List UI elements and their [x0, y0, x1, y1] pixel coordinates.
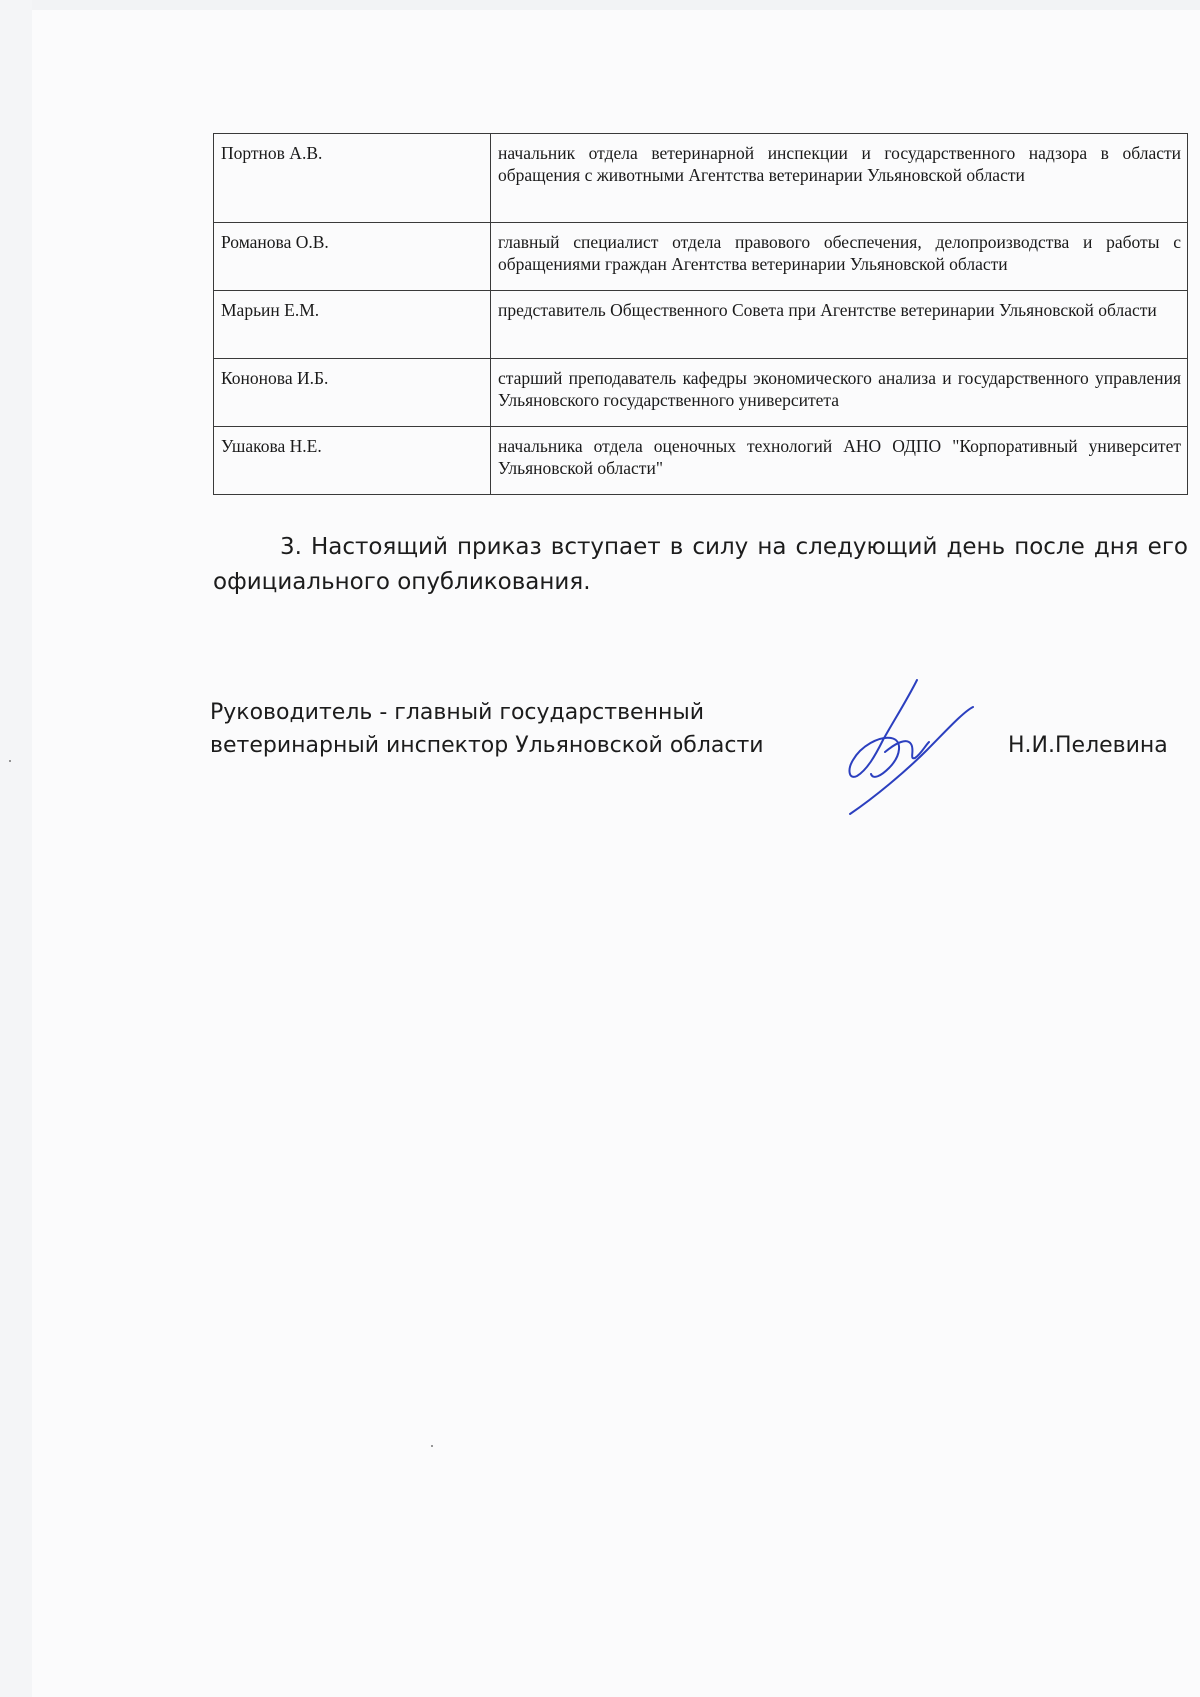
signatory-title-line-1: Руководитель - главный государственный — [210, 700, 705, 725]
signatory-name: Н.И.Пелевина — [1008, 733, 1168, 758]
member-name: Марьин Е.М. — [214, 291, 491, 359]
member-role: старший преподаватель кафедры экономического анализа и государственного управления Ульяновского государственного университета — [491, 359, 1188, 427]
commission-members-table — [213, 133, 1188, 495]
scan-speck — [431, 1445, 433, 1447]
effective-date-clause: 3. Настоящий приказ вступает в силу на следующий день после дня его официального опубликования. — [213, 534, 1188, 595]
scan-edge-left — [0, 0, 32, 1697]
scan-speck — [9, 760, 11, 762]
member-role: представитель Общественного Совета при Агентстве ветеринарии Ульяновской области — [491, 291, 1188, 359]
table-row — [214, 223, 1188, 291]
member-name: Кононова И.Б. — [214, 359, 491, 427]
table-row — [214, 291, 1188, 359]
member-name: Ушакова Н.Е. — [214, 427, 491, 495]
member-role: начальник отдела ветеринарной инспекции и государственного надзора в области обращения с животными Агентства ветеринарии Ульяновской области — [491, 134, 1188, 223]
table-row — [214, 134, 1188, 223]
handwritten-signature — [845, 672, 975, 822]
table-row — [214, 427, 1188, 495]
scan-edge-top — [0, 0, 1200, 10]
member-role: начальника отдела оценочных технологий АНО ОДПО "Корпоративный университет Ульяновской области" — [491, 427, 1188, 495]
member-name: Портнов А.В. — [214, 134, 491, 223]
signatory-title-line-2: ветеринарный инспектор Ульяновской области — [210, 733, 764, 758]
member-role: главный специалист отдела правового обеспечения, делопроизводства и работы с обращениями граждан Агентства ветеринарии Ульяновской области — [491, 223, 1188, 291]
table-row — [214, 359, 1188, 427]
member-name: Романова О.В. — [214, 223, 491, 291]
